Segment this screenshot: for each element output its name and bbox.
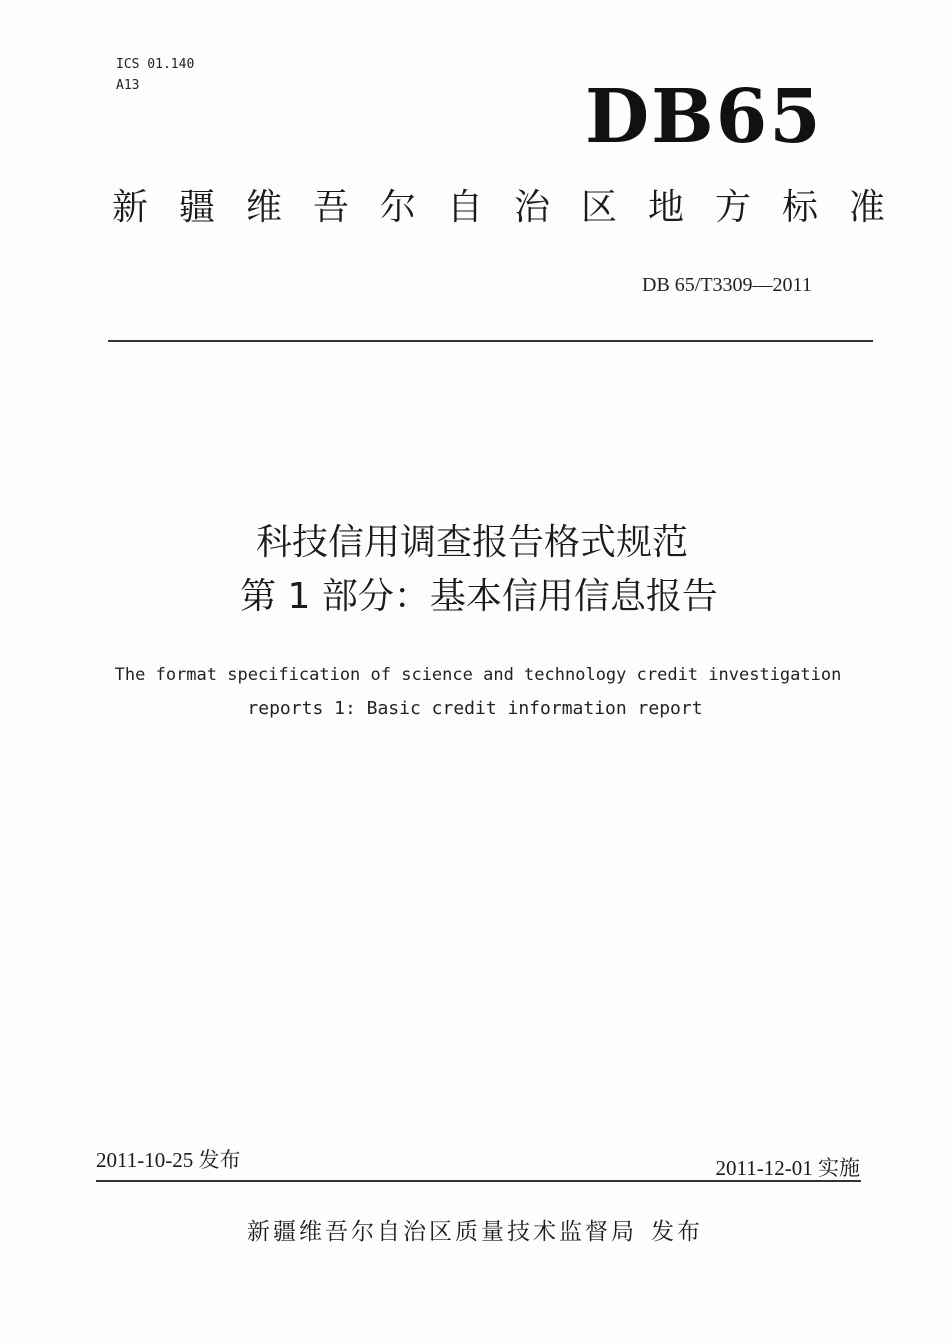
implementation-date: 2011-12-01 实施: [715, 1156, 860, 1180]
standard-logo: DB65: [585, 74, 823, 160]
standard-code: DB 65/T3309—2011: [642, 274, 812, 296]
document-title-line-2: 第 1 部分：基本信用信息报告: [240, 576, 718, 617]
document-title-line-1: 科技信用调查报告格式规范: [255, 522, 688, 563]
publisher-action: 发布: [651, 1219, 703, 1245]
publisher-line: [0, 1214, 950, 1250]
bottom-divider: [96, 1180, 861, 1182]
publisher-organization: 新疆维吾尔自治区质量技术监督局: [247, 1219, 637, 1245]
top-divider: [108, 340, 873, 342]
classification-codes: [116, 54, 194, 96]
classification-code: A13: [116, 78, 140, 93]
english-title-line-1: The format specification of science and technology credit investigation: [114, 665, 842, 685]
ics-code: ICS 01.140: [116, 57, 195, 72]
release-date: 2011-10-25 发布: [96, 1148, 241, 1172]
standard-category-name: 新疆维吾尔自治区地方标准: [112, 187, 917, 228]
english-title-line-2: reports 1: Basic credit information report: [247, 698, 703, 719]
